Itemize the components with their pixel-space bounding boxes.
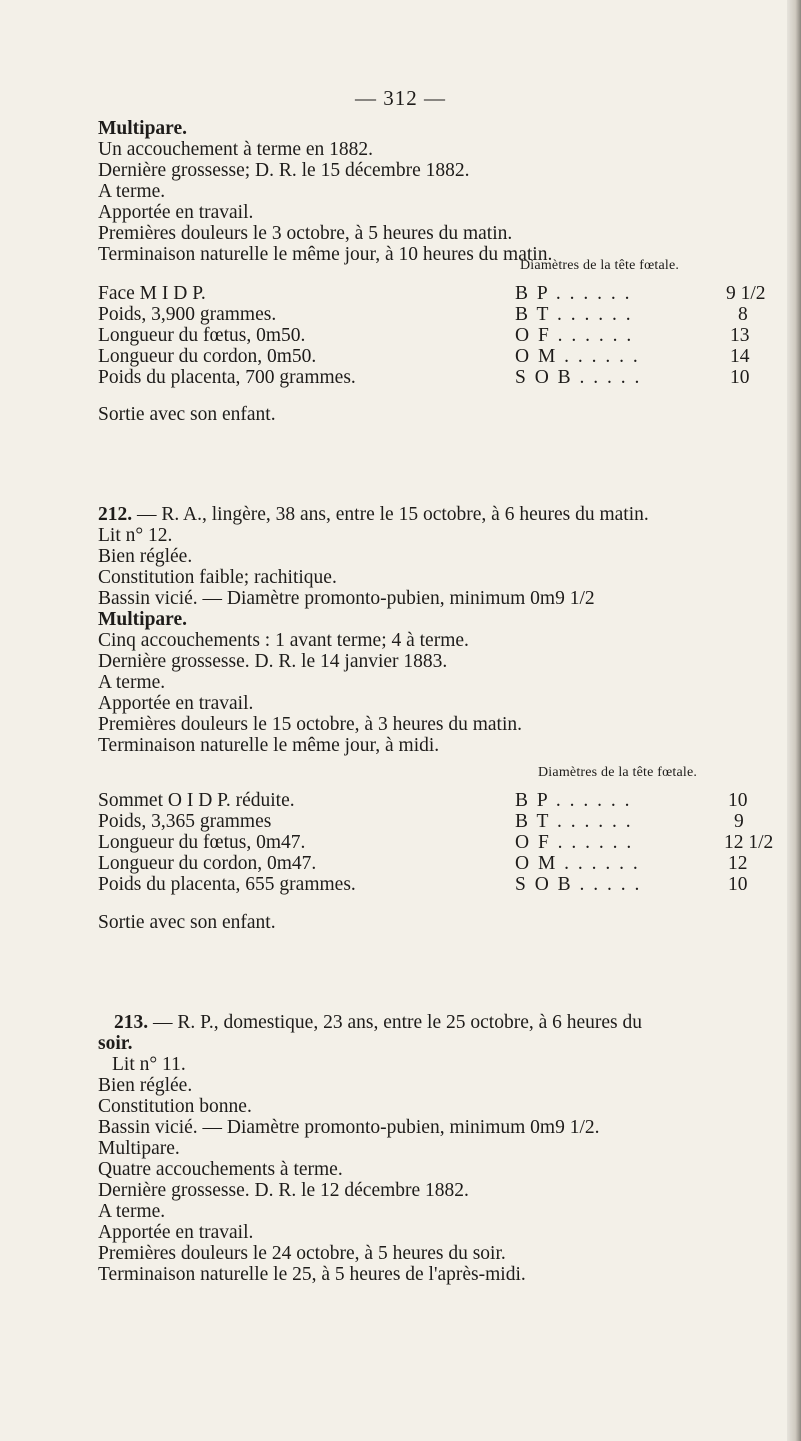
- row-code: O F . . . . . .: [515, 832, 634, 853]
- table-row: [98, 790, 778, 811]
- text-line: Apportée en travail.: [98, 1222, 254, 1243]
- case-prev-body: [98, 118, 552, 265]
- row-code: B T . . . . . .: [515, 304, 633, 325]
- row-code: S O B . . . . .: [515, 367, 642, 388]
- table-header: Diamètres de la tête fœtale.: [520, 258, 680, 273]
- text-line: Dernière grossesse. D. R. le 14 janvier 1883.: [98, 651, 448, 672]
- row-label: Poids, 3,365 grammes: [98, 811, 272, 832]
- row-value: 14: [730, 346, 750, 367]
- case-heading: [98, 504, 649, 525]
- table-row: [98, 832, 778, 853]
- text-line: Premières douleurs le 24 octobre, à 5 heures du soir.: [98, 1243, 506, 1264]
- text-line: Dernière grossesse; D. R. le 15 décembre 1882.: [98, 160, 470, 181]
- table-row: [98, 811, 778, 832]
- row-code: O M . . . . . .: [515, 346, 640, 367]
- row-value: 12: [728, 853, 748, 874]
- text-line: A terme.: [98, 1201, 166, 1222]
- case-212-body: [98, 504, 649, 756]
- row-label: Longueur du fœtus, 0m50.: [98, 325, 306, 346]
- case-heading: [114, 1012, 642, 1033]
- row-code: B P . . . . . .: [515, 283, 632, 304]
- row-label: Longueur du fœtus, 0m47.: [98, 832, 306, 853]
- table-row: [98, 325, 758, 346]
- text-line: Constitution faible; rachitique.: [98, 567, 337, 588]
- row-label: Poids, 3,900 grammes.: [98, 304, 277, 325]
- row-value: 13: [730, 325, 750, 346]
- text-line: Bassin vicié. — Diamètre promonto-pubien, minimum 0m9 1/2: [98, 588, 595, 609]
- row-code: B P . . . . . .: [515, 790, 632, 811]
- text-line: Dernière grossesse. D. R. le 12 décembre 1882.: [98, 1180, 469, 1201]
- case-213-heading: [114, 1012, 642, 1033]
- row-label: Poids du placenta, 655 grammes.: [98, 874, 356, 895]
- case-number: 212.: [98, 504, 133, 525]
- text-line: A terme.: [98, 181, 166, 202]
- table-row: [98, 874, 778, 895]
- row-code: S O B . . . . .: [515, 874, 642, 895]
- text-line: soir.: [98, 1033, 133, 1054]
- row-code: B T . . . . . .: [515, 811, 633, 832]
- text-line: Apportée en travail.: [98, 202, 254, 223]
- table-row: [98, 346, 758, 367]
- text-line: Un accouchement à terme en 1882.: [98, 139, 374, 160]
- text-line: Premières douleurs le 15 octobre, à 3 heures du matin.: [98, 714, 523, 735]
- text-line: Constitution bonne.: [98, 1096, 252, 1117]
- text-line: Terminaison naturelle le même jour, à 10 heures du matin.: [98, 244, 553, 265]
- row-label: Face M I D P.: [98, 283, 206, 304]
- table-row: [98, 283, 766, 304]
- table-row: [98, 853, 778, 874]
- text-line: Multipare.: [98, 609, 188, 630]
- table-header: Diamètres de la tête fœtale.: [538, 765, 698, 780]
- case-intro: — R. A., lingère, 38 ans, entre le 15 octobre, à 6 heures du matin.: [132, 504, 649, 525]
- row-value: 9 1/2: [726, 283, 766, 304]
- text-line: Premières douleurs le 3 octobre, à 5 heures du matin.: [98, 223, 513, 244]
- row-value: 12 1/2: [724, 832, 774, 853]
- row-value: 9: [734, 811, 744, 832]
- row-value: 10: [728, 874, 748, 895]
- row-label: Poids du placenta, 700 grammes.: [98, 367, 356, 388]
- row-value: 10: [730, 367, 750, 388]
- text-line: Bien réglée.: [98, 546, 193, 567]
- text-line: Bien réglée.: [98, 1075, 193, 1096]
- text-line: Bassin vicié. — Diamètre promonto-pubien, minimum 0m9 1/2.: [98, 1117, 600, 1138]
- text-line: Terminaison naturelle le même jour, à midi.: [98, 735, 440, 756]
- outcome-line: Sortie avec son enfant.: [98, 912, 276, 933]
- page-number: — 312 —: [355, 86, 446, 110]
- outcome-line: Sortie avec son enfant.: [98, 404, 276, 425]
- text-line: A terme.: [98, 672, 166, 693]
- case-intro: — R. P., domestique, 23 ans, entre le 25 octobre, à 6 heures du: [148, 1012, 643, 1033]
- text-line: Lit n° 12.: [98, 525, 173, 546]
- row-label: Longueur du cordon, 0m50.: [98, 346, 317, 367]
- text-line: Terminaison naturelle le 25, à 5 heures de l'après-midi.: [98, 1264, 526, 1285]
- text-line: Apportée en travail.: [98, 693, 254, 714]
- text-line: Cinq accouchements : 1 avant terme; 4 à terme.: [98, 630, 469, 651]
- row-value: 8: [738, 304, 748, 325]
- case-number: 213.: [114, 1012, 149, 1033]
- row-label: Longueur du cordon, 0m47.: [98, 853, 317, 874]
- row-value: 10: [728, 790, 748, 811]
- row-label: Sommet O I D P. réduite.: [98, 790, 295, 811]
- text-line: Quatre accouchements à terme.: [98, 1159, 343, 1180]
- row-code: O F . . . . . .: [515, 325, 634, 346]
- text-line: Lit n° 11.: [112, 1054, 186, 1075]
- text-line: Multipare.: [98, 1138, 180, 1159]
- table-row: [98, 304, 758, 325]
- case-213-body: [98, 1033, 600, 1285]
- row-code: O M . . . . . .: [515, 853, 640, 874]
- text-line: Multipare.: [98, 118, 188, 139]
- table-row: [98, 367, 758, 388]
